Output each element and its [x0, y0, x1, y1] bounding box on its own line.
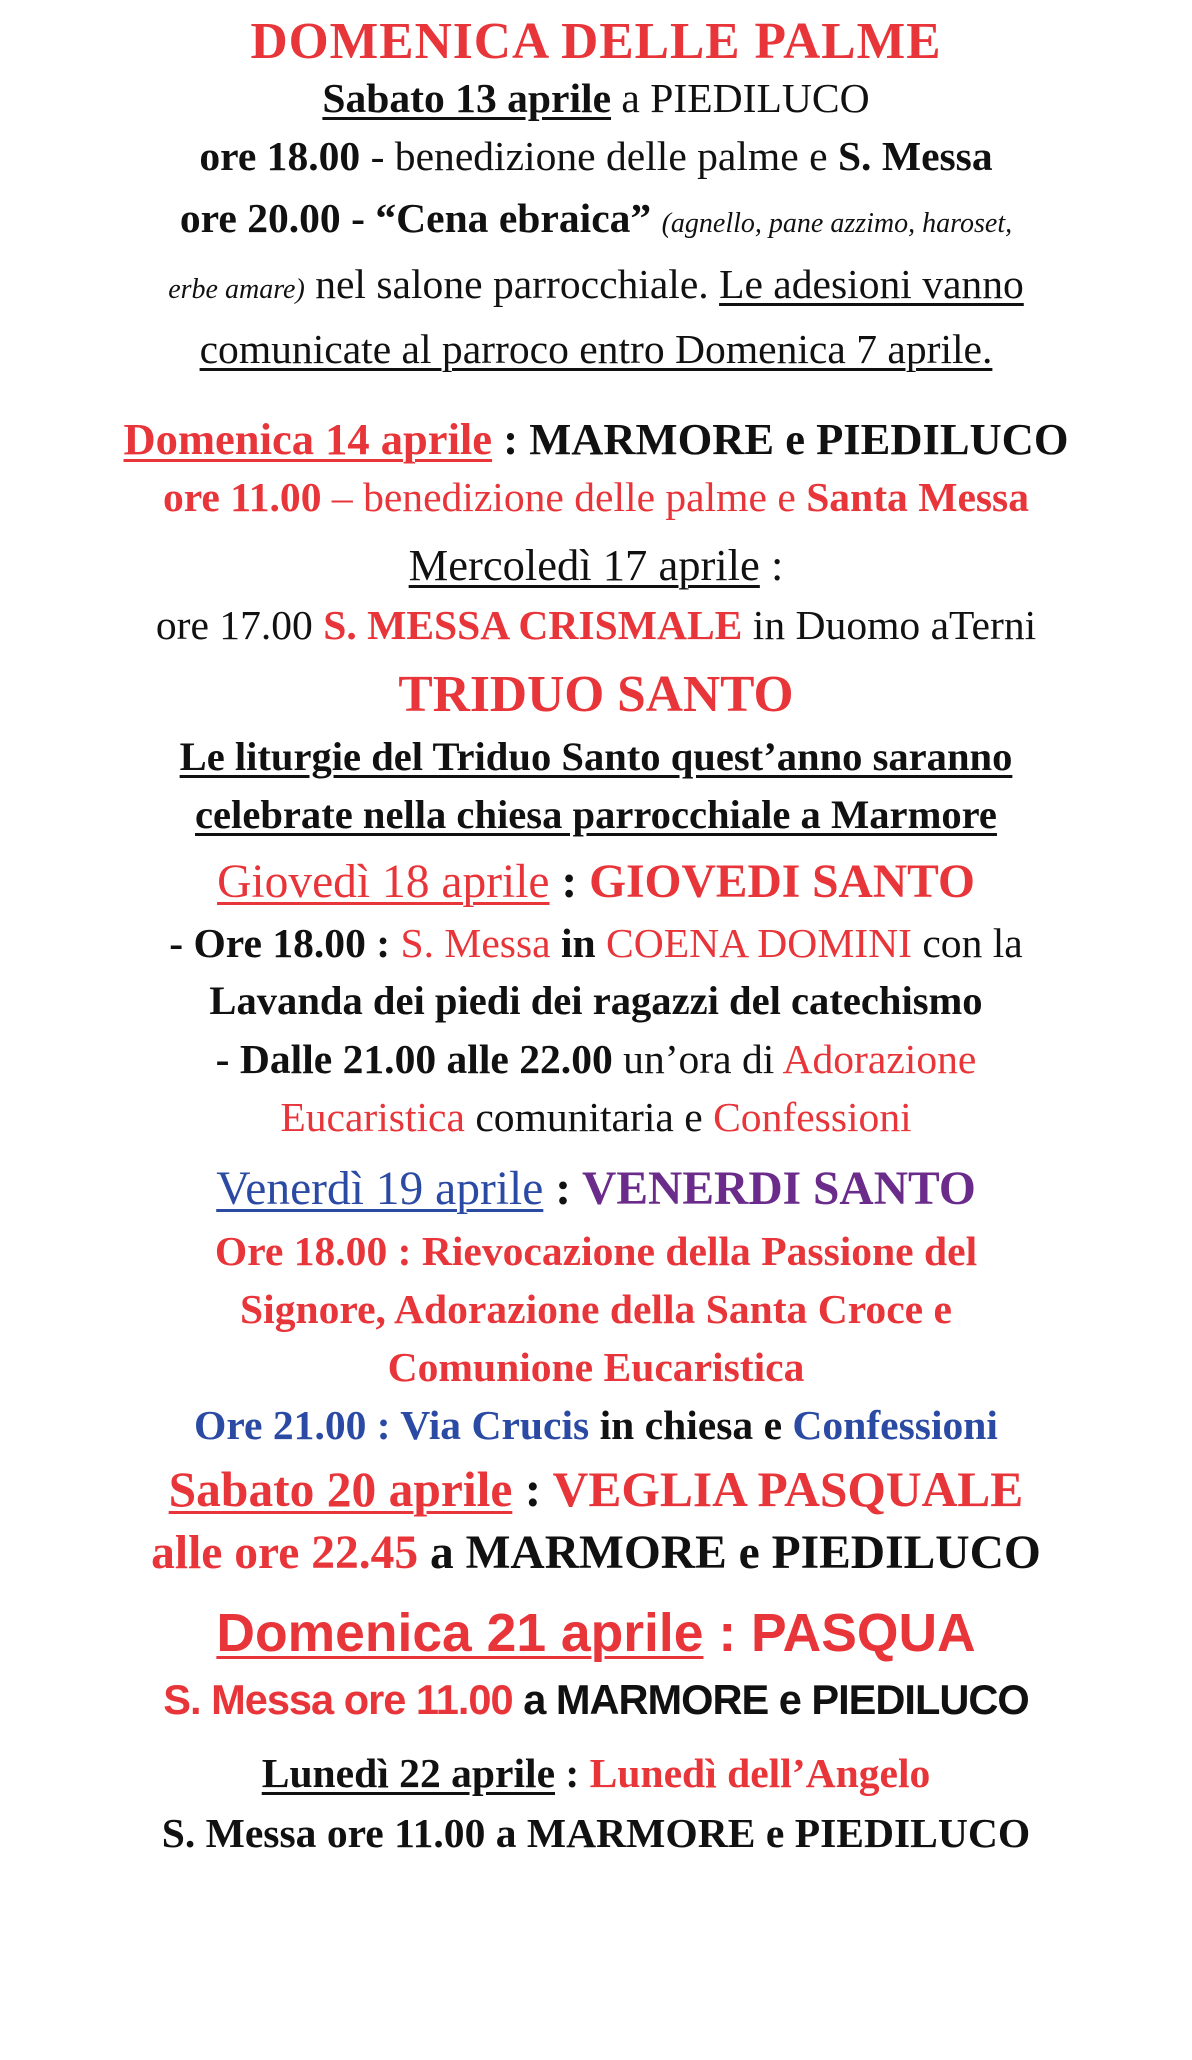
gio18-line-4	[0, 1030, 1192, 1088]
mer17-line-1	[0, 536, 1192, 594]
gio18-messa: S. Messa	[400, 920, 551, 966]
gio18-in: in	[550, 920, 607, 966]
sab20-line-1	[0, 1458, 1192, 1522]
mer17-line-2	[0, 594, 1192, 656]
dom14-line-1	[0, 410, 1192, 468]
pasqua-messa: S. Messa ore 11.00	[163, 1676, 513, 1723]
palme-cena-note-1: (agnello, pane azzimo, haroset,	[661, 208, 1013, 239]
pasqua-places: a MARMORE e PIEDILUCO	[512, 1676, 1029, 1723]
mer17-messa-crismale: S. MESSA CRISMALE	[323, 602, 743, 648]
palme-title: DOMENICA DELLE PALME	[250, 13, 942, 70]
palme-adesioni: Le adesioni vanno	[719, 261, 1024, 307]
lun22-line-2: S. Messa ore 11.00 a MARMORE e PIEDILUCO	[161, 1810, 1031, 1856]
gio18-confessioni: Confessioni	[713, 1094, 912, 1140]
lun22-sep: :	[555, 1750, 590, 1796]
palme-messa: S. Messa	[837, 133, 993, 179]
gio18-conla: con la	[911, 920, 1023, 966]
palme-line-5: comunicate al parroco entro Domenica 7 aprile.	[199, 326, 993, 372]
palme-time-1800: ore 18.00	[199, 133, 361, 179]
gio18-comunitaria: comunitaria e	[464, 1094, 714, 1140]
ven19-line-5	[0, 1396, 1192, 1454]
sab20-sep: :	[512, 1462, 553, 1517]
dom14-sep: :	[492, 414, 530, 464]
lun22-date: Lunedì 22 aprile	[261, 1750, 556, 1796]
announcement-page	[0, 12, 1192, 1864]
pasqua-title: PASQUA	[750, 1604, 976, 1663]
pasqua-sep: :	[703, 1604, 751, 1663]
ven19-line-3: Signore, Adorazione della Santa Croce e	[240, 1286, 952, 1332]
palme-text-benedizione: - benedizione delle palme e	[360, 133, 838, 179]
palme-line-2	[0, 124, 1192, 188]
dom14-text: – benedizione delle palme e	[321, 474, 807, 520]
ven19-via-crucis: Ore 21.00 : Via Crucis	[194, 1402, 590, 1448]
lun22-title: Lunedì dell’Angelo	[589, 1750, 931, 1796]
sab20-line-2	[0, 1522, 1192, 1584]
gio18-adorazione: Adorazione	[782, 1036, 977, 1082]
gio18-eucaristica: Eucaristica	[280, 1094, 465, 1140]
ven19-date: Venerdì 19 aprile	[216, 1163, 544, 1215]
palme-line-4	[0, 254, 1192, 320]
ven19-title: VENERDI SANTO	[582, 1163, 976, 1215]
mer17-date: Mercoledì 17 aprile	[408, 540, 760, 590]
sab20-title: VEGLIA PASQUALE	[552, 1462, 1024, 1517]
triduo-line-1: Le liturgie del Triduo Santo quest’anno saranno	[179, 734, 1013, 779]
mer17-sep: :	[759, 540, 784, 590]
gio18-sep: :	[549, 856, 590, 908]
gio18-coena: COENA DOMINI	[606, 920, 912, 966]
mer17-time: ore 17.00	[155, 602, 324, 648]
gio18-line-5	[0, 1088, 1192, 1146]
ven19-line-1	[0, 1156, 1192, 1222]
ven19-sep: :	[543, 1163, 583, 1215]
ven19-confessioni: Confessioni	[792, 1402, 998, 1448]
palme-line-1	[0, 72, 1192, 124]
palme-place: a PIEDILUCO	[611, 75, 870, 121]
mer17-duomo: in Duomo aTerni	[742, 602, 1037, 648]
triduo-line-2: celebrate nella chiesa parrocchiale a Marmore	[195, 792, 997, 837]
gio18-time: - Ore 18.00 :	[169, 920, 401, 966]
sab20-date: Sabato 20 aprile	[168, 1462, 513, 1517]
sab20-places: a MARMORE e PIEDILUCO	[418, 1527, 1041, 1579]
ven19-line-2: Ore 18.00 : Rievocazione della Passione del	[214, 1228, 978, 1274]
palme-cena-note-2: erbe amare)	[168, 274, 305, 305]
dom14-date: Domenica 14 aprile	[123, 414, 493, 464]
gio18-adorazione-time: - Dalle 21.00 alle 22.00	[215, 1036, 613, 1082]
gio18-title: GIOVEDI SANTO	[589, 856, 975, 908]
ven19-in-chiesa: in chiesa e	[589, 1402, 793, 1448]
triduo-title: TRIDUO SANTO	[398, 666, 794, 723]
sab20-time: alle ore 22.45	[151, 1527, 419, 1579]
pasqua-line-1	[0, 1598, 1192, 1670]
lun22-line-1	[0, 1744, 1192, 1802]
palme-date: Sabato 13 aprile	[322, 75, 612, 121]
ven19-line-4: Comunione Eucaristica	[387, 1344, 805, 1390]
pasqua-line-2	[0, 1670, 1192, 1730]
dom14-messa: Santa Messa	[806, 474, 1030, 520]
dom14-time: ore 11.00	[162, 474, 322, 520]
palme-cena-ebraica: ore 20.00 - “Cena ebraica”	[179, 195, 652, 241]
gio18-line-2	[0, 914, 1192, 972]
gio18-line-3: Lavanda dei piedi dei ragazzi del catechismo	[209, 978, 983, 1023]
gio18-date: Giovedì 18 aprile	[217, 856, 550, 908]
palme-salone: nel salone parrocchiale.	[304, 261, 720, 307]
pasqua-date: Domenica 21 aprile	[216, 1604, 704, 1663]
palme-line-3	[0, 188, 1192, 254]
gio18-ora: un’ora di	[612, 1036, 783, 1082]
gio18-line-1	[0, 850, 1192, 914]
dom14-line-2	[0, 468, 1192, 526]
dom14-places: MARMORE e PIEDILUCO	[529, 414, 1069, 464]
